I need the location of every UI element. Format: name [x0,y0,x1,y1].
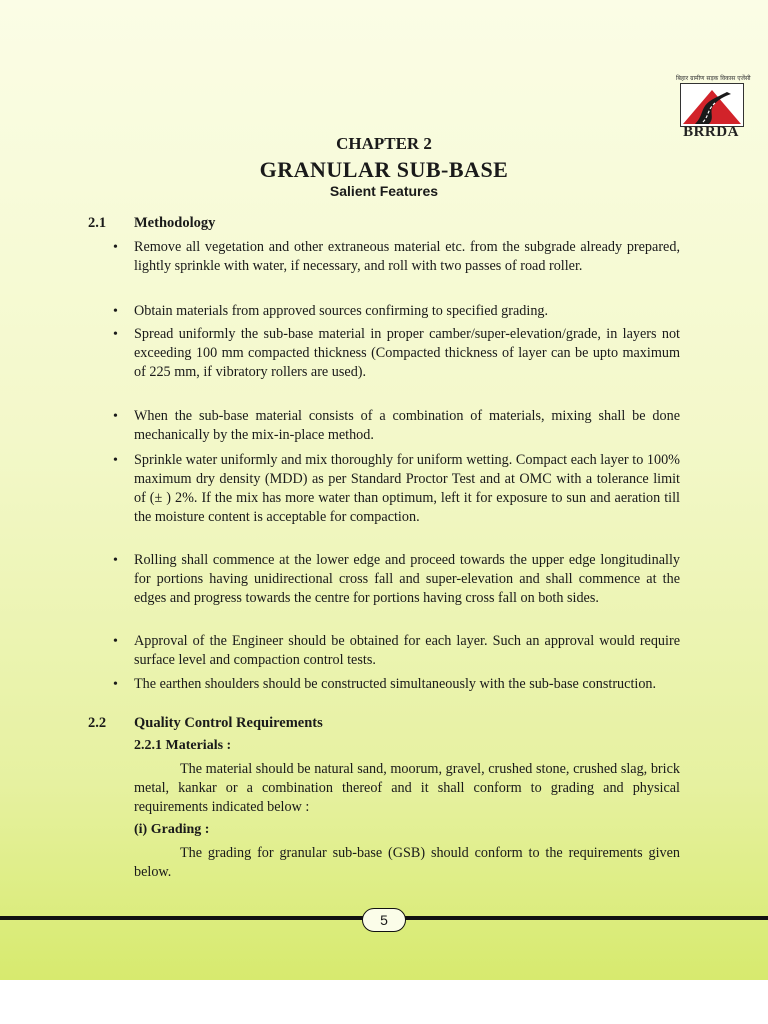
list-item-text: Sprinkle water uniformly and mix thoroughly for uniform wetting. Compact each layer to 100% maximum dry density (MDD) as per Standard Proctor Test and at OMC with a tolerance limit of (± ) 2%. If the mix has more water than optimum, left it for exposure to sun and aeration till the moisture content is acceptable for compaction. [134,452,680,525]
list-item [113,325,680,382]
logo-tagline: बिहार ग्रामीण सड़क विकास एजेंसी [676,75,751,82]
list-item-text: The earthen shoulders should be constructed simultaneously with the sub-base construction. [134,676,657,692]
bullet-icon: • [113,304,118,319]
brrda-logo [676,74,751,142]
page-number: 5 [362,908,406,932]
bullet-icon: • [113,553,118,568]
bullet-icon: • [113,240,118,255]
bullet-icon: • [113,409,118,424]
list-item-text: Remove all vegetation and other extraneous material etc. from the subgrade already prepared, lightly sprinkle with water, if necessary, and roll with two passes of road roller. [134,239,680,274]
list-item-text: Spread uniformly the sub-base material in proper camber/super-elevation/grade, in layers not exceeding 100 mm compacted thickness (Compacted thickness of layer can be upto maximum of 225 mm, if vibratory rollers are used). [134,326,680,380]
logo-name: BRRDA [683,124,739,140]
section-number: 2.2 [88,715,107,731]
bullet-icon: • [113,634,118,649]
chapter-title: GRANULAR SUB-BASE [259,157,509,182]
list-item [113,238,680,276]
section-title: Quality Control Requirements [134,715,323,731]
list-item [113,675,680,694]
bullet-icon: • [113,327,118,342]
list-item-text: Rolling shall commence at the lower edge and proceed towards the upper edge longitudinally for portions having unidirectional cross fall and super-elevation and shall commence at the edges and progress towards the centre for portions having cross fall on both sides. [134,552,680,606]
chapter-subtitle: Salient Features [329,183,439,199]
grading-heading: (i) Grading : [134,822,210,837]
grading-paragraph: The grading for granular sub-base (GSB) should conform to the requirements given below. [134,845,680,880]
list-item [113,451,680,527]
list-item [113,302,680,321]
section-title: Methodology [134,215,216,231]
chapter-number: CHAPTER 2 [336,134,432,153]
bullet-icon: • [113,677,118,692]
section-number: 2.1 [88,215,107,231]
list-item-text: When the sub-base material consists of a combination of materials, mixing shall be done mechanically by the mix-in-place method. [134,408,680,443]
materials-paragraph: The material should be natural sand, moorum, gravel, crushed stone, crushed slag, brick metal, kankar or a combination thereof and it shall conform to grading and physical requirements indicated below : [134,761,680,815]
list-item-text: Approval of the Engineer should be obtained for each layer. Such an approval would require surface level and compaction control tests. [134,633,680,668]
logo-emblem [680,83,744,127]
list-item [113,407,680,445]
list-item [113,632,680,670]
list-item-text: Obtain materials from approved sources confirming to specified grading. [134,303,549,319]
road-icon [681,84,743,126]
list-item [113,551,680,608]
subsection-heading: 2.2.1 Materials : [134,738,232,753]
bullet-icon: • [113,453,118,468]
